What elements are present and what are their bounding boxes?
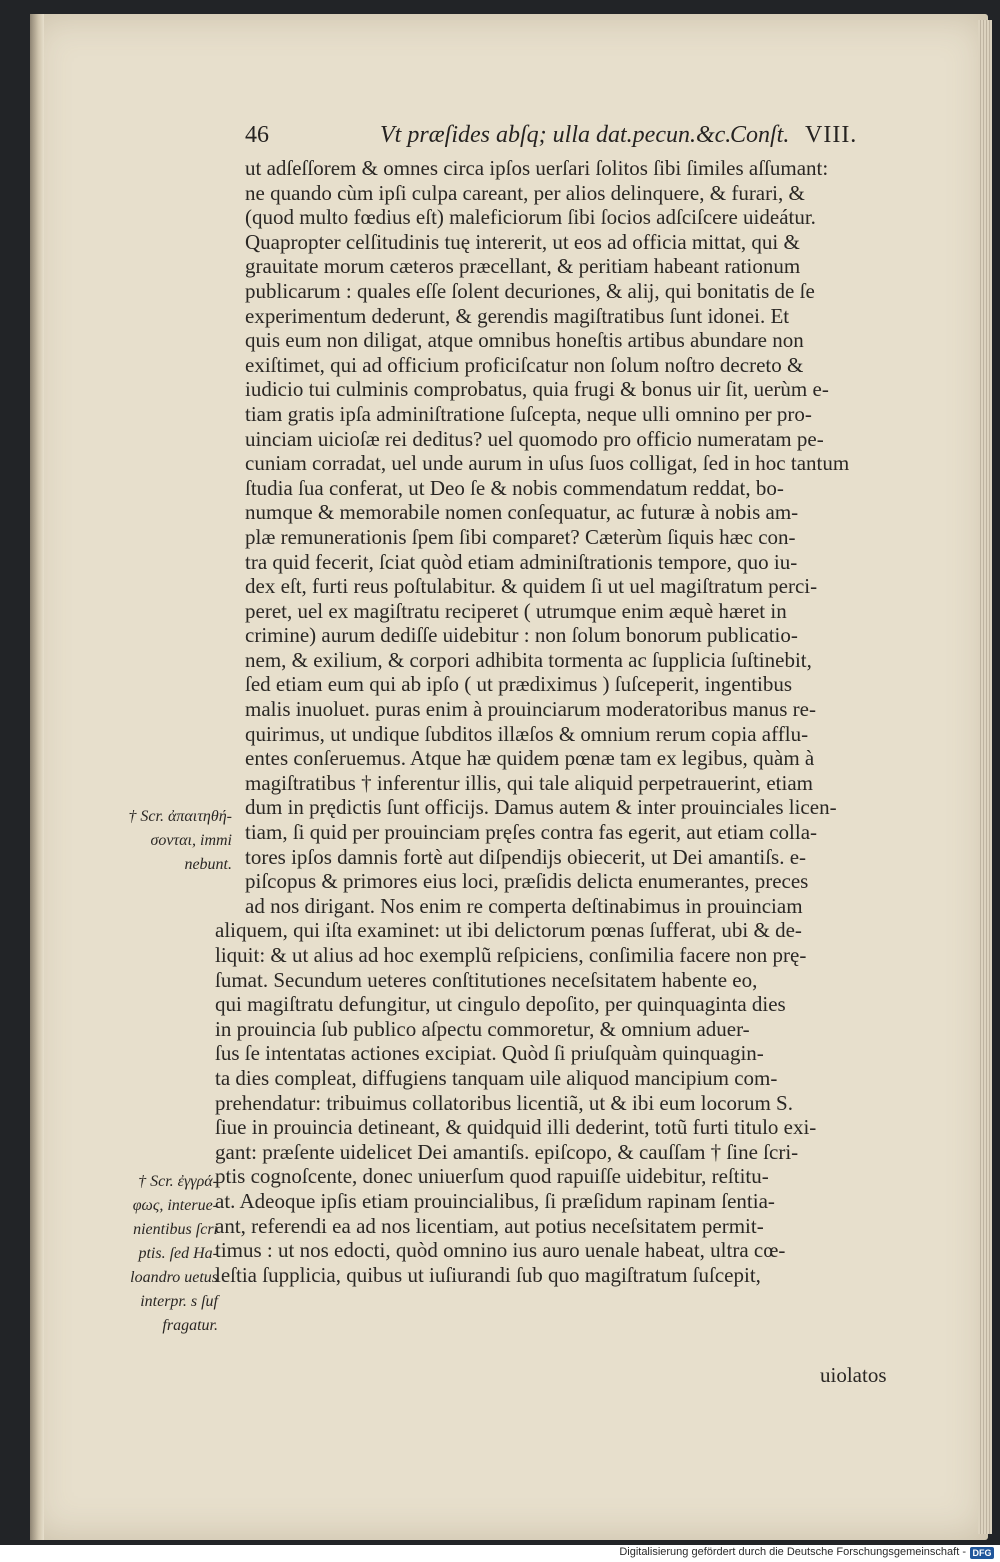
text-line: ſiue in prouincia detineant, & quidquid illi dederint, totũ furti titulo exi-: [215, 1115, 817, 1140]
text-line: prehendatur: tribuimus collatoribus licentiã, ut & ibi eum locorum S.: [215, 1090, 793, 1115]
margin-note-line: φως, interue-: [132, 1197, 218, 1214]
text-line: quis eum non diligat, atque omnibus honeſtis artibus abundare non: [245, 328, 804, 353]
text-line: tiam gratis ipſa adminiſtratione ſuſcepta, neque ulli omnino per pro-: [245, 401, 812, 426]
page-number: 46: [245, 122, 269, 148]
constitution-number: VIII.: [805, 122, 858, 148]
constitution-label: Conſt.: [730, 122, 790, 148]
running-header: [245, 118, 885, 158]
text-line: ſus ſe intentatas actiones excipiat. Quòd ſi priuſquàm quinquagin-: [215, 1041, 764, 1066]
text-line: at. Adeoque ipſis etiam prouincialibus, ſi præſidum rapinam ſentia-: [215, 1188, 775, 1213]
text-line: ptis cognoſcente, donec uniuerſum quod rapuiſſe uidebitur, reſtitu-: [215, 1164, 769, 1189]
footer-bar: [0, 1545, 1000, 1562]
margin-note-line: interpr. s ſuf: [140, 1293, 218, 1310]
text-line: crimine) aurum dediſſe uidebitur : non ſolum bonorum publicatio-: [245, 623, 798, 648]
text-line: malis inuoluet. puras enim à prouinciarum moderatoribus manus re-: [245, 697, 816, 722]
body-text: [215, 156, 937, 1287]
text-line: aliquem, qui iſta examinet: ut ibi delictorum pœnas ſufferat, ubi & de-: [215, 918, 802, 943]
text-line: (quod multo fœdius eſt) maleficiorum ſibi ſocios adſciſcere uideátur.: [245, 205, 816, 230]
text-line: cuniam corradat, uel unde aurum in uſus ſuos colligat, ſed in hoc tantum: [245, 451, 850, 476]
text-line: uinciam uicioſæ rei deditus? uel quomodo pro officio numeratam pe-: [245, 426, 824, 451]
margin-note-1: [110, 805, 232, 877]
text-line: entes conſeruemus. Atque hæ quidem pœnæ tam ex legibus, quàm à: [245, 746, 815, 771]
margin-note-line: ptis. ſed Ha-: [138, 1245, 218, 1262]
page-fore-edge: [978, 20, 992, 1534]
margin-note-line: † Scr. ἐγγρά-: [138, 1173, 218, 1190]
text-line: dum in prędictis ſunt officijs. Damus autem & inter prouinciales licen-: [245, 795, 837, 820]
margin-note-line: nebunt.: [184, 856, 232, 873]
text-line: exiſtimet, qui ad officium proficiſcatur non ſolum noſtro decreto &: [245, 352, 804, 377]
text-line: quirimus, ut undique ſubditos illæſos & omnium rerum copia afflu-: [245, 721, 809, 746]
text-line: gant: præſente uidelicet Dei amantiſs. epiſcopo, & cauſſam † ſine ſcri-: [215, 1139, 799, 1164]
catchword: uiolatos: [820, 1363, 887, 1387]
text-line: dex eſt, furti reus poſtulabitur. & quidem ſi ut uel magiſtratum perci-: [245, 574, 818, 599]
margin-note-line: nientibus ſcri: [133, 1221, 218, 1238]
text-line: ad nos dirigant. Nos enim re comperta deſtinabimus in prouinciam: [245, 893, 803, 918]
text-line: ut adſeſſorem & omnes circa ipſos uerſari ſolitos ſibi ſimiles aſſumant:: [245, 156, 829, 180]
footer-credit: Digitalisierung gefördert durch die Deutsche Forschungsgemeinschaft -: [619, 1546, 966, 1558]
dfg-logo: DFG: [970, 1547, 994, 1559]
margin-note-line: loandro uetus: [130, 1269, 218, 1286]
margin-note-line: fragatur.: [162, 1317, 218, 1334]
text-line: timus : ut nos edocti, quòd omnino ius auro uenale habeat, ultra cœ-: [215, 1238, 786, 1263]
text-line: liquit: & ut alius ad hoc exemplũ reſpiciens, conſimilia facere non prę-: [215, 943, 807, 967]
text-line: ſtudia ſua conferat, ut Deo ſe & nobis commendatum reddat, bo-: [245, 475, 784, 500]
text-line: iudicio tui culminis comprobatus, quia frugi & bonus uir ſit, uerùm e-: [245, 377, 829, 402]
text-line: tores ipſos damnis fortè aut diſpendijs obiecerit, ut Dei amantiſs. e-: [245, 844, 807, 869]
text-line: ta dies compleat, diffugiens tanquam uile aliquod mancipium com-: [215, 1065, 778, 1090]
text-line: ant, referendi ea ad nos licentiam, aut potius neceſsitatem permit-: [215, 1213, 764, 1238]
text-line: leſtia ſupplicia, quibus ut iuſiurandi ſub quo magiſtratum ſuſcepit,: [215, 1262, 761, 1287]
text-line: piſcopus & primores eius loci, præſidis delicta enumerantes, preces: [245, 869, 809, 894]
margin-note-line: σονται, immi: [150, 832, 232, 849]
text-line: publicarum : quales eſſe ſolent decuriones, & alij, qui bonitatis de ſe: [245, 278, 815, 303]
text-line: grauitate morum cæteros præcellant, & peritiam habeant rationum: [245, 254, 801, 279]
margin-note-line: † Scr. ἀπαιτηθή-: [128, 808, 232, 825]
text-line: ne quando cùm ipſi culpa careant, per alios delinquere, & furari, &: [245, 180, 805, 205]
text-line: tra quid fecerit, ſciat quòd etiam adminiſtrationis tempore, quo iu-: [245, 549, 798, 574]
margin-note-2: [100, 1170, 218, 1338]
text-line: tiam, ſi quid per prouinciam pręſes contra fas egerit, aut etiam colla-: [245, 820, 818, 845]
text-line: numque & memorabile nomen conſequatur, ac futuræ à nobis am-: [245, 500, 799, 525]
text-line: in prouincia ſub publico aſpectu commoretur, & omnium aduer-: [215, 1016, 750, 1041]
text-line: Quapropter celſitudinis tuę intererit, ut eos ad officia mittat, qui &: [245, 229, 800, 254]
text-line: ſed etiam eum qui ab ipſo ( ut prædiximus ) ſuſceperit, ingentibus: [245, 672, 793, 697]
text-line: plæ remunerationis ſpem ſibi comparet? Cæterùm ſiquis hæc con-: [245, 524, 796, 549]
page-gutter-shadow: [30, 14, 44, 1540]
text-line: peret, uel ex magiſtratu reciperet ( utrumque enim æquè hæret in: [245, 598, 787, 623]
text-line: nem, & exilium, & corpori adhibita tormenta ac ſupplicia ſuſtinebit,: [245, 647, 812, 672]
text-line: experimentum dederunt, & gerendis magiſtratibus ſunt idonei. Et: [245, 303, 790, 328]
text-line: magiſtratibus † inferentur illis, qui tale aliquid perpetrauerint, etiam: [245, 770, 813, 795]
text-line: ſumat. Secundum ueteres conſtitutiones neceſsitatem habente eo,: [215, 967, 758, 992]
text-line: qui magiſtratu defungitur, ut cingulo depoſito, per quinquaginta dies: [215, 992, 786, 1017]
running-title: Vt præſides abſq; ulla dat.pecun.&c.: [380, 122, 732, 148]
